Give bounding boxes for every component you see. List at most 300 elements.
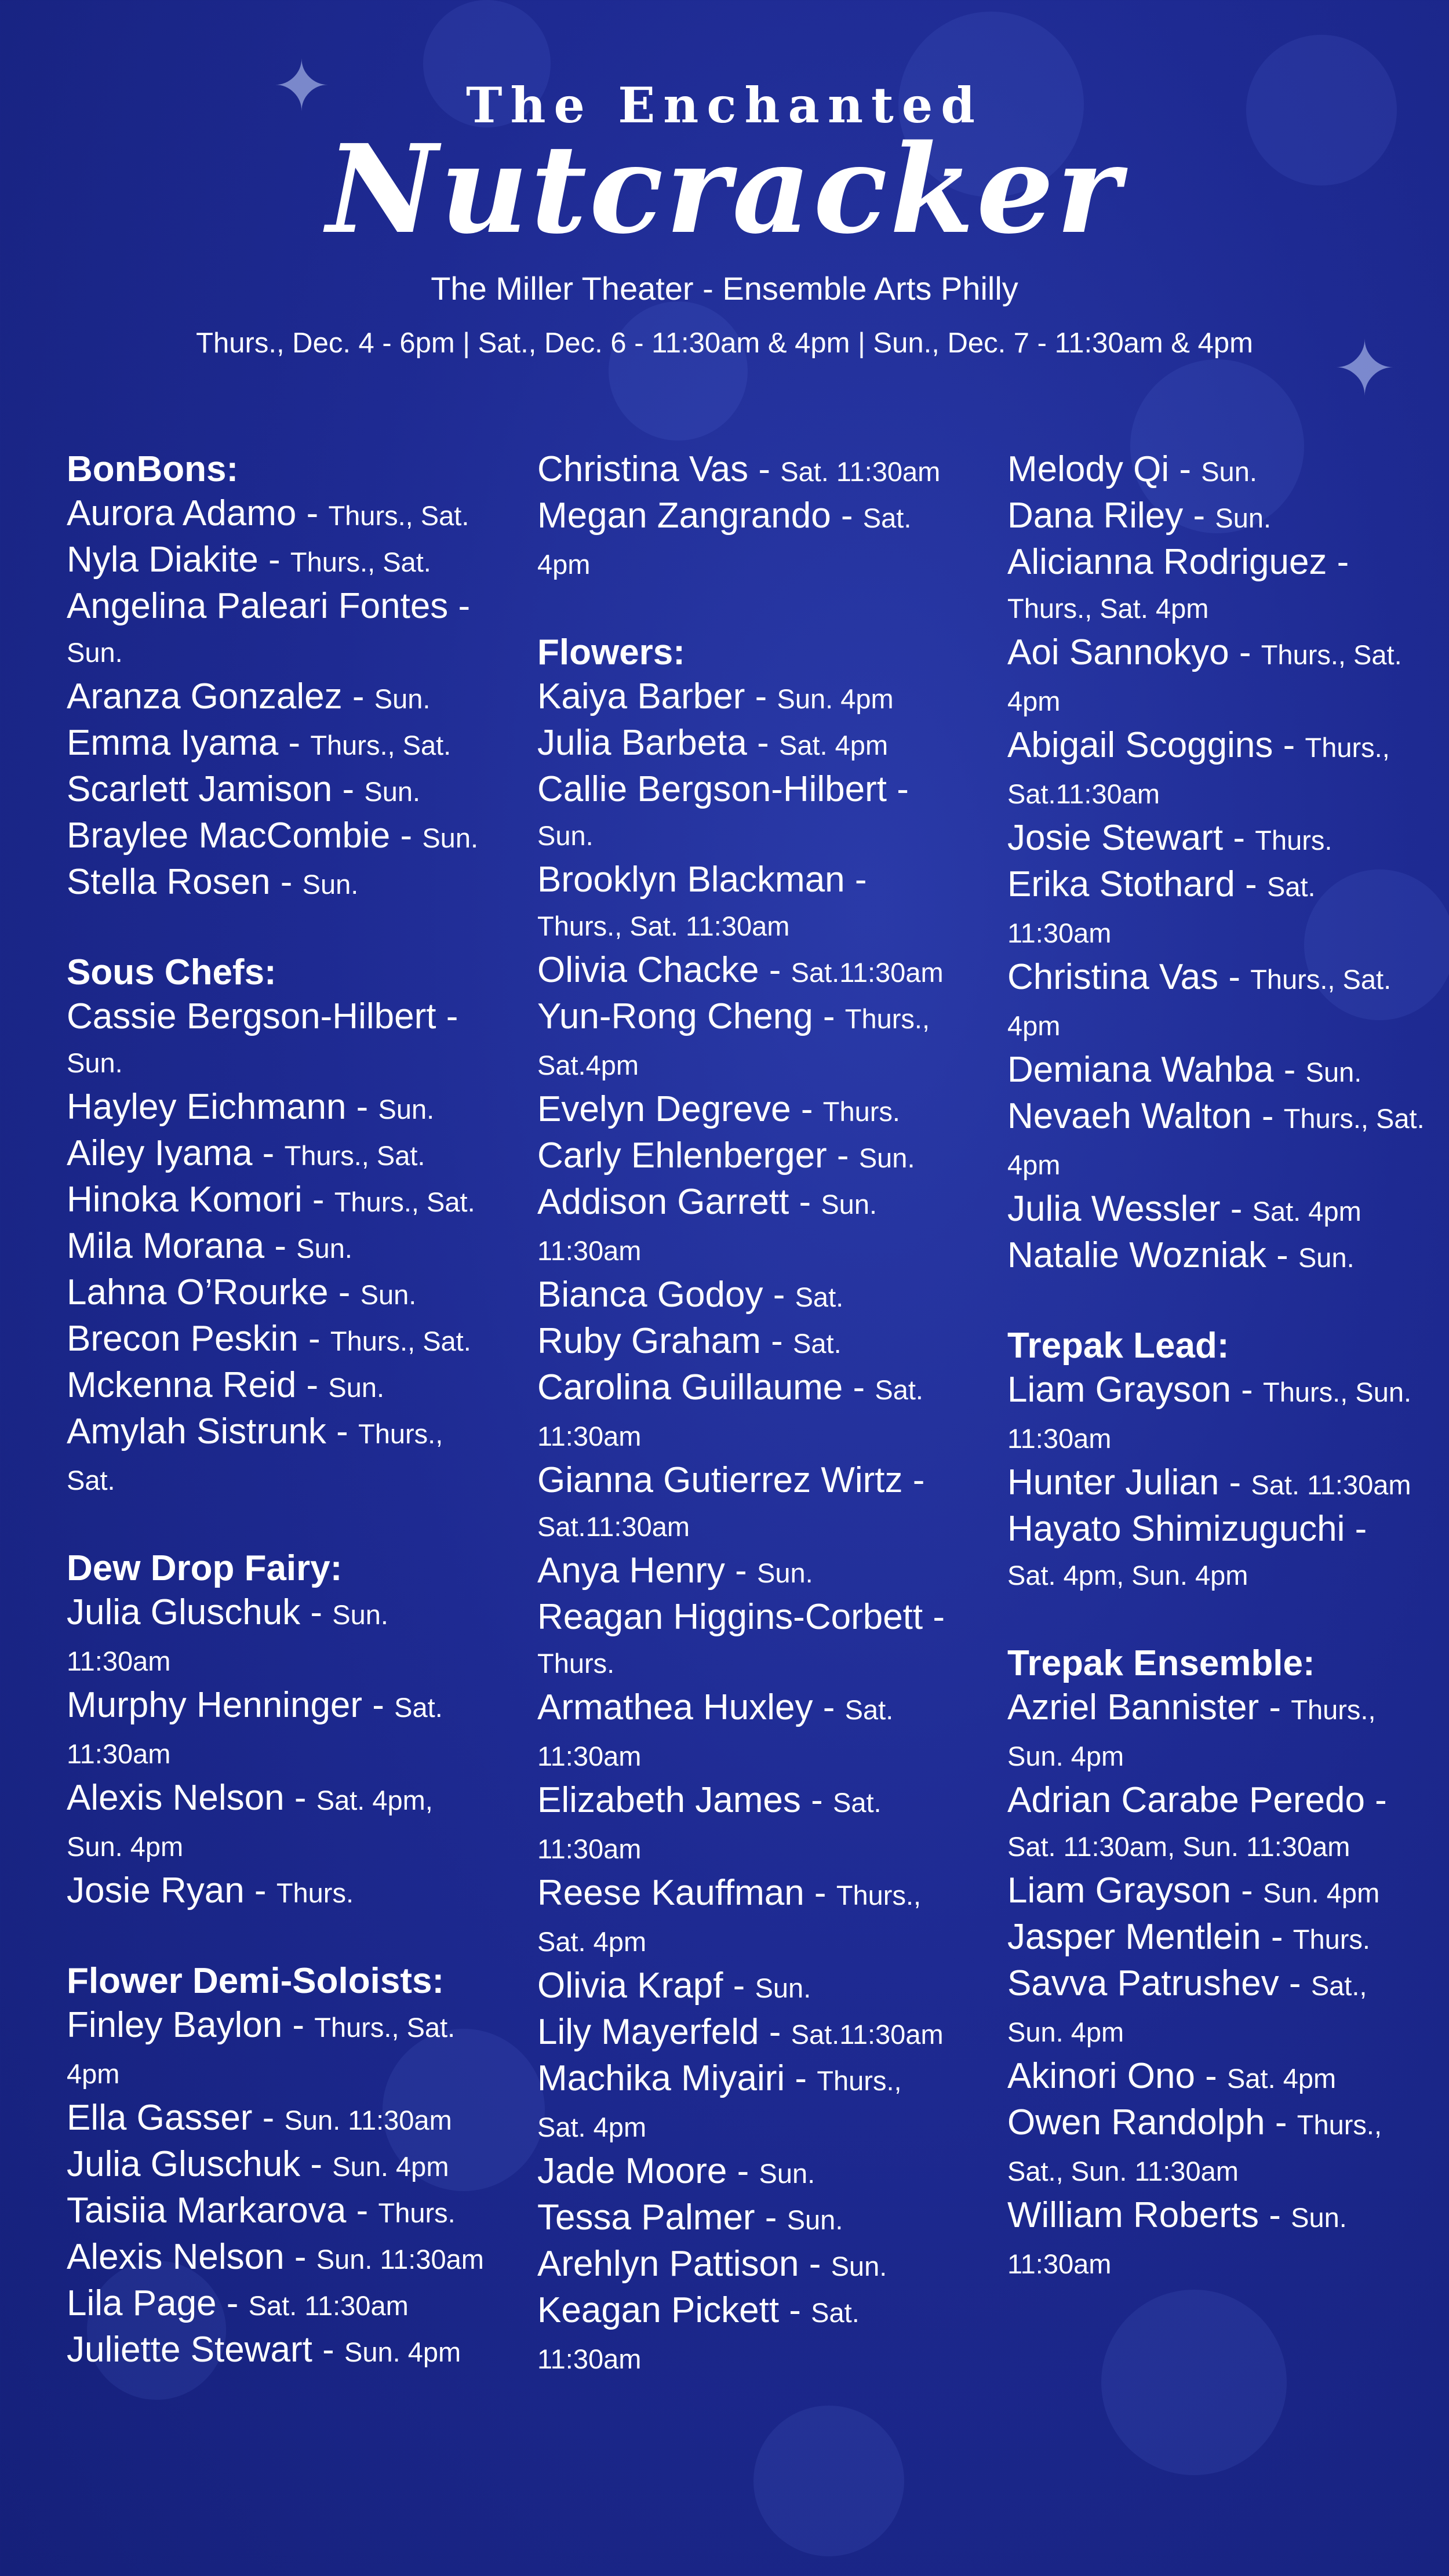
separator-dash: - xyxy=(1223,818,1255,858)
separator-dash: - xyxy=(302,1180,334,1220)
separator-dash: - xyxy=(1219,1462,1251,1502)
dancer-name: Liam Grayson xyxy=(1007,1370,1231,1410)
separator-dash: - xyxy=(1230,1871,1264,1911)
cast-section xyxy=(67,1959,484,2374)
cast-entry xyxy=(1007,494,1425,540)
separator-dash: - xyxy=(326,1411,359,1451)
performance-times: Sun. xyxy=(1305,1057,1362,1087)
separator-dash: - xyxy=(844,860,867,900)
performance-times: Sat. xyxy=(793,1328,842,1359)
performance-times: Sat. 11:30am xyxy=(537,1694,894,1771)
cast-section xyxy=(67,447,484,907)
separator-dash: - xyxy=(1279,1963,1311,2003)
dancer-name: Anya Henry xyxy=(537,1551,725,1591)
separator-dash: - xyxy=(1195,2056,1228,2096)
separator-dash: - xyxy=(244,1871,276,1911)
dancer-name: Owen Randolph xyxy=(1007,2102,1265,2142)
performance-times: Sun. 4pm xyxy=(344,2337,461,2367)
cast-entry xyxy=(1007,1869,1425,1915)
separator-dash: - xyxy=(1364,1780,1387,1820)
cast-entry xyxy=(537,767,955,858)
performance-times: Thurs., Sat. xyxy=(310,730,452,761)
dancer-name: Bianca Godoy xyxy=(537,1275,763,1315)
cast-entry xyxy=(537,2288,955,2381)
cast-entry xyxy=(1007,540,1425,631)
dancer-name: Ailey Iyama xyxy=(67,1133,253,1173)
performance-times: Sun. xyxy=(360,1279,417,1310)
performance-times: Sun. xyxy=(757,1558,813,1588)
dancer-name: Callie Bergson-Hilbert xyxy=(537,769,887,809)
sparkle-icon: ✦ xyxy=(272,48,331,125)
dancer-name: Julia Wessler xyxy=(1007,1189,1221,1229)
performance-times: Thurs., Sat.4pm xyxy=(537,1003,930,1080)
venue-line: The Miller Theater - Ensemble Arts Philly xyxy=(431,270,1018,307)
cast-section xyxy=(1007,447,1425,1280)
dancer-name: Lily Mayerfeld xyxy=(537,2012,759,2052)
dancer-name: Ella Gasser xyxy=(67,2098,253,2138)
dancer-name: Jade Moore xyxy=(537,2151,727,2191)
dancer-name: Liam Grayson xyxy=(1007,1871,1231,1911)
cast-entry xyxy=(67,1317,484,1363)
performance-times: Sun. 11:30am xyxy=(284,2105,452,2135)
separator-dash: - xyxy=(785,2058,817,2098)
separator-dash: - xyxy=(831,496,863,536)
performance-times: Sun. xyxy=(374,683,431,714)
performance-times: Sun. 11:30am xyxy=(316,2244,484,2275)
performance-times: Sat. 11:30am xyxy=(537,1374,923,1451)
cast-entry xyxy=(1007,723,1425,816)
dancer-name: Scarlett Jamison xyxy=(67,769,333,809)
cast-entry xyxy=(67,2096,484,2142)
role-heading: Trepak Lead: xyxy=(1007,1326,1229,1366)
cast-entry xyxy=(67,2328,484,2374)
performance-times: Thurs., Sat. 4pm xyxy=(1007,593,1209,624)
separator-dash: - xyxy=(724,1551,758,1591)
dancer-name: Julia Barbeta xyxy=(537,723,747,763)
cast-entry xyxy=(67,1776,484,1869)
dancer-name: Aranza Gonzalez xyxy=(67,676,343,716)
cast-entry xyxy=(67,538,484,584)
cast-entry xyxy=(1007,1686,1425,1778)
cast-section xyxy=(1007,1642,1425,2286)
separator-dash: - xyxy=(902,1460,925,1500)
performance-times: Sun. 4pm xyxy=(777,683,894,714)
separator-dash: - xyxy=(1229,632,1261,672)
separator-dash: - xyxy=(791,1089,823,1129)
dancer-name: Hunter Julian xyxy=(1007,1462,1219,1502)
separator-dash: - xyxy=(258,540,290,580)
separator-dash: - xyxy=(1235,864,1267,904)
cast-entry xyxy=(1007,955,1425,1048)
performance-times: Sat. 4pm xyxy=(779,730,889,761)
performance-times: Sun. xyxy=(67,1047,123,1078)
performance-times: Thurs., Sat. 4pm xyxy=(67,2012,456,2089)
dancer-name: Mila Morana xyxy=(67,1226,265,1266)
cast-column-1 xyxy=(67,447,484,2418)
performance-times: Thurs., Sat.11:30am xyxy=(1007,732,1390,809)
dancer-name: Nyla Diakite xyxy=(67,540,259,580)
cast-entry xyxy=(67,492,484,538)
dancer-name: Adrian Carabe Peredo xyxy=(1007,1780,1365,1820)
performance-times: Sun. xyxy=(364,776,421,807)
dancer-name: Kaiya Barber xyxy=(537,676,745,716)
cast-entry xyxy=(537,858,955,948)
performance-times: Sun. xyxy=(67,637,123,668)
cast-entry xyxy=(1007,816,1425,863)
separator-dash: - xyxy=(804,1873,836,1913)
performance-times: Sun. 11:30am xyxy=(1007,2202,1347,2279)
dancer-name: Reese Kauffman xyxy=(537,1873,804,1913)
dancer-name: Amylah Sistrunk xyxy=(67,1411,326,1451)
separator-dash: - xyxy=(1273,725,1305,765)
role-heading: Sous Chefs: xyxy=(67,952,276,992)
performance-times: Sat. 4pm, Sun. 4pm xyxy=(67,1785,433,1862)
dancer-name: Mckenna Reid xyxy=(67,1365,297,1405)
separator-dash: - xyxy=(300,2144,333,2184)
separator-dash: - xyxy=(448,586,471,626)
dancer-name: Carolina Guillaume xyxy=(537,1367,843,1407)
dancer-name: Savva Patrushev xyxy=(1007,1963,1279,2003)
dancer-name: Hayato Shimizuguchi xyxy=(1007,1509,1345,1549)
cast-entry xyxy=(67,767,484,814)
performance-times: Sat. 11:30am xyxy=(780,456,941,487)
cast-entry xyxy=(67,2235,484,2282)
separator-dash: - xyxy=(760,1321,793,1361)
dancer-name: Yun-Rong Cheng xyxy=(537,996,813,1036)
cast-entry xyxy=(1007,2193,1425,2286)
separator-dash: - xyxy=(1345,1509,1367,1549)
performance-times: Sun. xyxy=(328,1372,385,1403)
performance-times: Sat. 11:30am xyxy=(1251,1469,1411,1500)
cast-entry xyxy=(1007,863,1425,955)
separator-dash: - xyxy=(1169,449,1202,489)
dancer-name: Finley Baylon xyxy=(67,2005,283,2045)
separator-dash: - xyxy=(1259,2195,1291,2235)
separator-dash: - xyxy=(1259,1687,1291,1727)
performance-times: Thurs., Sat., Sun. 11:30am xyxy=(1007,2109,1382,2186)
performance-times: Sun. xyxy=(422,823,479,853)
cast-column-2 xyxy=(537,447,955,2425)
cast-entry xyxy=(67,1224,484,1271)
performance-times: Thurs. xyxy=(822,1096,900,1127)
cast-entry xyxy=(1007,1187,1425,1234)
performance-times: Sat.11:30am xyxy=(537,1511,690,1542)
performance-times: Sat. 11:30am xyxy=(67,1692,443,1769)
performance-times: Sun. 11:30am xyxy=(537,1189,878,1266)
dancer-name: Alexis Nelson xyxy=(67,2237,285,2277)
cast-entry xyxy=(1007,1962,1425,2054)
cast-entry xyxy=(67,1085,484,1131)
performance-times: Thurs., Sun. 11:30am xyxy=(1007,1377,1412,1454)
performance-times: Thurs., Sat. 4pm xyxy=(1007,639,1402,716)
separator-dash: - xyxy=(799,2244,831,2284)
cast-entry xyxy=(67,1363,484,1410)
performance-times: Sun. xyxy=(755,1973,811,2003)
dancer-name: Taisiia Markarova xyxy=(67,2191,347,2231)
separator-dash: - xyxy=(436,996,458,1036)
title-kicker: The Enchanted xyxy=(465,77,984,134)
cast-entry xyxy=(1007,1778,1425,1869)
dancer-name: Abigail Scoggins xyxy=(1007,725,1273,765)
separator-dash: - xyxy=(800,1780,833,1820)
cast-entry xyxy=(67,2142,484,2189)
cast-section xyxy=(1007,1324,1425,1598)
dancer-name: Olivia Chacke xyxy=(537,950,759,990)
performance-times: Sun. xyxy=(858,1143,915,1173)
separator-dash: - xyxy=(312,2330,344,2370)
performance-times: Sun. xyxy=(1201,456,1257,487)
cast-entry xyxy=(537,721,955,767)
separator-dash: - xyxy=(1220,1189,1253,1229)
cast-entry xyxy=(67,860,484,907)
dancer-name: Gianna Gutierrez Wirtz xyxy=(537,1460,903,1500)
separator-dash: - xyxy=(284,2237,316,2277)
performance-times: Sat. 4pm xyxy=(1252,1196,1361,1227)
dancer-name: Alicianna Rodriguez xyxy=(1007,542,1327,582)
performance-times: Sun. xyxy=(537,820,594,851)
role-heading: Flower Demi-Soloists: xyxy=(67,1961,445,2001)
cast-section xyxy=(537,447,955,587)
cast-entry xyxy=(537,2149,955,2196)
cast-entry xyxy=(537,2010,955,2057)
dancer-name: Hinoka Komori xyxy=(67,1180,303,1220)
dancer-name: Brooklyn Blackman xyxy=(537,860,845,900)
performance-times: Thurs., Sat. xyxy=(67,1418,443,1496)
cast-entry xyxy=(67,1178,484,1224)
cast-entry xyxy=(537,1366,955,1458)
cast-entry xyxy=(537,1319,955,1366)
performance-times: Sat. 11:30am xyxy=(537,2297,860,2374)
separator-dash: - xyxy=(328,1272,361,1312)
dancer-name: Erika Stothard xyxy=(1007,864,1235,904)
performance-times: Sun. 11:30am xyxy=(67,1599,388,1676)
separator-dash: - xyxy=(813,996,845,1036)
cast-entry xyxy=(67,1869,484,1915)
separator-dash: - xyxy=(1261,1917,1293,1957)
separator-dash: - xyxy=(342,676,374,716)
dancer-name: Murphy Henninger xyxy=(67,1685,363,1725)
performance-times: Sat., Sun. 4pm xyxy=(1007,1970,1367,2047)
separator-dash: - xyxy=(748,449,781,489)
performance-times: Thurs., Sat. xyxy=(334,1187,475,1217)
cast-entry xyxy=(67,1131,484,1178)
role-heading: Dew Drop Fairy: xyxy=(67,1548,343,1588)
performance-times: Thurs. xyxy=(1255,825,1333,856)
performance-times: Thurs., Sat. xyxy=(284,1140,425,1171)
separator-dash: - xyxy=(779,2290,811,2330)
separator-dash: - xyxy=(1273,1050,1306,1090)
dancer-name: Olivia Krapf xyxy=(537,1966,723,2006)
performance-times: Sat. 4pm, Sun. 4pm xyxy=(1007,1560,1248,1591)
performance-times: Thurs., Sat. xyxy=(328,500,469,531)
dancer-name: Elizabeth James xyxy=(537,1780,801,1820)
dancer-name: Josie Stewart xyxy=(1007,818,1224,858)
separator-dash: - xyxy=(216,2283,249,2323)
dancer-name: Hayley Eichmann xyxy=(67,1087,347,1127)
separator-dash: - xyxy=(1265,2102,1297,2142)
performance-times: Sun. 4pm xyxy=(1263,1878,1380,1908)
cast-entry xyxy=(67,2003,484,2096)
separator-dash: - xyxy=(827,1136,859,1176)
separator-dash: - xyxy=(252,2098,285,2138)
dancer-name: Aoi Sannokyo xyxy=(1007,632,1229,672)
cast-entry xyxy=(537,2242,955,2288)
performance-times: Thurs., Sat. xyxy=(290,547,431,577)
bokeh-light xyxy=(753,2406,904,2556)
cast-entry xyxy=(67,2282,484,2328)
cast-entry xyxy=(537,2196,955,2242)
cast-entry xyxy=(1007,2101,1425,2193)
performance-times: Sun. xyxy=(302,869,359,900)
dancer-name: Akinori Ono xyxy=(1007,2056,1195,2096)
cast-entry xyxy=(1007,2054,1425,2101)
dancer-name: Lila Page xyxy=(67,2283,217,2323)
cast-entry xyxy=(537,948,955,995)
dancer-name: Julia Gluschuk xyxy=(67,1592,301,1632)
separator-dash: - xyxy=(723,1966,755,2006)
performance-times: Sat. 4pm xyxy=(537,503,912,580)
cast-section xyxy=(67,951,484,1502)
performance-times: Sat.11:30am xyxy=(791,2019,944,2050)
separator-dash: - xyxy=(759,2012,791,2052)
cast-entry xyxy=(1007,447,1425,494)
dancer-name: Addison Garrett xyxy=(537,1182,789,1222)
dancer-name: Emma Iyama xyxy=(67,723,279,763)
separator-dash: - xyxy=(346,2191,378,2231)
cast-entry xyxy=(537,995,955,1087)
dancer-name: Alexis Nelson xyxy=(67,1778,285,1818)
separator-dash: - xyxy=(346,1087,378,1127)
performance-times: Thurs. xyxy=(378,2197,456,2228)
performance-times: Sun. xyxy=(378,1094,435,1125)
separator-dash: - xyxy=(1230,1370,1264,1410)
cast-entry xyxy=(537,1180,955,1273)
separator-dash: - xyxy=(278,723,311,763)
cast-entry xyxy=(67,1410,484,1502)
performance-times: Thurs., Sat. 4pm xyxy=(1007,964,1392,1041)
cast-entry xyxy=(1007,1234,1425,1280)
cast-entry xyxy=(537,494,955,587)
dancer-name: Stella Rosen xyxy=(67,862,271,902)
cast-entry xyxy=(537,1778,955,1871)
dancer-name: Keagan Pickett xyxy=(537,2290,780,2330)
cast-entry xyxy=(67,1591,484,1683)
performance-times: Thurs., Sat. 4pm xyxy=(537,1880,922,1957)
performance-times: Sat. 11:30am, Sun. 11:30am xyxy=(1007,1831,1350,1862)
performance-times: Sat. 4pm xyxy=(1227,2063,1337,2094)
separator-dash: - xyxy=(1251,1096,1284,1136)
cast-entry xyxy=(67,675,484,721)
cast-entry xyxy=(67,721,484,767)
cast-entry xyxy=(67,2189,484,2235)
cast-entry xyxy=(1007,1915,1425,1962)
cast-entry xyxy=(537,1549,955,1595)
dancer-name: Reagan Higgins-Corbett xyxy=(537,1597,923,1637)
dancer-name: Melody Qi xyxy=(1007,449,1170,489)
separator-dash: - xyxy=(296,1365,329,1405)
separator-dash: - xyxy=(1327,542,1349,582)
separator-dash: - xyxy=(284,1778,316,1818)
dancer-name: Nevaeh Walton xyxy=(1007,1096,1252,1136)
separator-dash: - xyxy=(282,2005,315,2045)
cast-entry xyxy=(67,584,484,675)
dancer-name: Evelyn Degreve xyxy=(537,1089,791,1129)
performance-times: Sun. xyxy=(1215,503,1272,533)
cast-column-3 xyxy=(1007,447,1425,2330)
cast-entry xyxy=(67,1683,484,1776)
role-heading: BonBons: xyxy=(67,449,239,489)
dancer-name: Josie Ryan xyxy=(67,1871,245,1911)
bokeh-light xyxy=(609,301,748,441)
cast-entry xyxy=(537,447,955,494)
cast-section xyxy=(537,631,955,2381)
cast-entry xyxy=(537,1964,955,2010)
separator-dash: - xyxy=(332,769,365,809)
dancer-name: Lahna O’Rourke xyxy=(67,1272,329,1312)
dancer-name: Azriel Bannister xyxy=(1007,1687,1259,1727)
dancer-name: Ruby Graham xyxy=(537,1321,761,1361)
cast-entry xyxy=(537,1595,955,1686)
separator-dash: - xyxy=(296,493,329,533)
separator-dash: - xyxy=(298,1319,330,1359)
dancer-name: Brecon Peskin xyxy=(67,1319,298,1359)
dancer-name: Natalie Wozniak xyxy=(1007,1235,1266,1275)
dancer-name: Dana Riley xyxy=(1007,496,1184,536)
separator-dash: - xyxy=(789,1182,821,1222)
separator-dash: - xyxy=(745,676,777,716)
separator-dash: - xyxy=(362,1685,395,1725)
dancer-name: Braylee MacCombie xyxy=(67,816,391,856)
role-heading: Flowers: xyxy=(537,632,685,672)
dancer-name: Jasper Mentlein xyxy=(1007,1917,1261,1957)
page-title: Nutcracker xyxy=(326,118,1123,261)
cast-entry xyxy=(1007,1048,1425,1094)
dancer-name: Carly Ehlenberger xyxy=(537,1136,827,1176)
dancer-name: Julia Gluschuk xyxy=(67,2144,301,2184)
separator-dash: - xyxy=(747,723,779,763)
dancer-name: Cassie Bergson-Hilbert xyxy=(67,996,436,1036)
separator-dash: - xyxy=(1218,957,1251,997)
cast-entry xyxy=(537,675,955,721)
performance-times: Sat.11:30am xyxy=(791,957,944,988)
performance-times: Sun. xyxy=(759,2158,815,2189)
performance-times: Thurs., Sat. 4pm xyxy=(1007,1103,1425,1180)
dancer-name: Tessa Palmer xyxy=(537,2197,755,2237)
dancer-name: Demiana Wahba xyxy=(1007,1050,1274,1090)
dancer-name: Machika Miyairi xyxy=(537,2058,785,2098)
performance-times: Sat. xyxy=(795,1282,844,1312)
performance-times: Thurs. xyxy=(1293,1924,1370,1955)
cast-entry xyxy=(537,1686,955,1778)
performance-dates: Thurs., Dec. 4 - 6pm | Sat., Dec. 6 - 11:30am & 4pm | Sun., Dec. 7 - 11:30am & 4pm xyxy=(196,328,1253,359)
separator-dash: - xyxy=(1266,1235,1298,1275)
cast-entry xyxy=(1007,631,1425,723)
cast-entry xyxy=(1007,1368,1425,1461)
performance-times: Thurs. xyxy=(276,1878,354,1908)
cast-entry xyxy=(537,1871,955,1964)
separator-dash: - xyxy=(923,1597,945,1637)
separator-dash: - xyxy=(264,1226,297,1266)
performance-times: Thurs., Sat. xyxy=(330,1326,471,1356)
performance-times: Sun. xyxy=(296,1233,352,1264)
separator-dash: - xyxy=(843,1367,875,1407)
performance-times: Thurs. xyxy=(537,1648,615,1679)
performance-times: Sat. 11:30am xyxy=(1007,871,1316,948)
performance-times: Sun. 4pm xyxy=(332,2151,449,2182)
separator-dash: - xyxy=(727,2151,759,2191)
performance-times: Sat. 11:30am xyxy=(248,2290,409,2321)
cast-entry xyxy=(67,1271,484,1317)
